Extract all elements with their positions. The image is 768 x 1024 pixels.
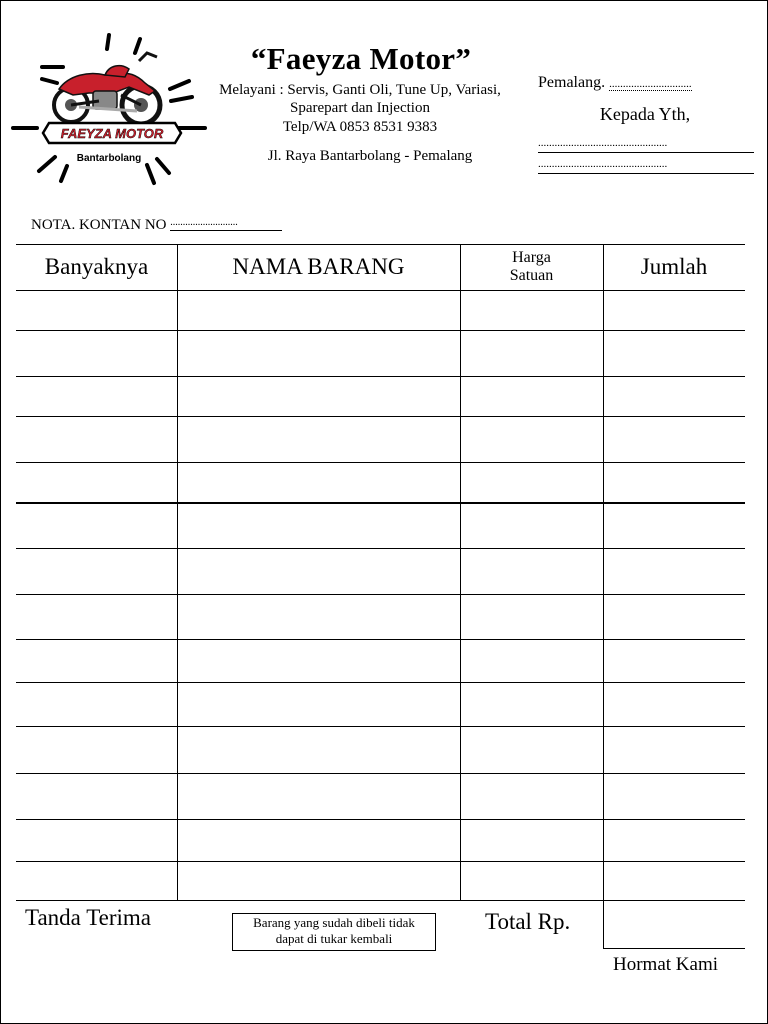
faeyza-motor-logo [9,31,209,191]
no-return-notice [232,913,436,951]
row-line [16,548,745,549]
recipient-line-2[interactable]: ............................................... [538,158,754,174]
column-divider [603,244,604,901]
row-line [16,376,745,377]
row-line [16,639,745,640]
column-divider [177,244,178,901]
date-field[interactable]: .............................. [609,78,692,90]
logo-location-text: Bantarbolang [76,153,142,164]
row-line [16,416,745,417]
row-line [16,594,745,595]
total-label: Total Rp. [485,909,571,934]
row-line [16,502,745,504]
items-table [16,244,745,901]
row-line [16,726,745,727]
recipient-label: Kepada Yth, [599,104,691,124]
nota-number-line [31,217,282,234]
services-line-1: Melayani : Servis, Ganti Oli, Tune Up, Variasi, [219,82,501,98]
recipient-line-1[interactable]: ............................................... [538,137,754,153]
table-top-border [16,244,745,245]
row-line [16,861,745,862]
total-amount-field[interactable] [603,901,745,949]
phone-number: Telp/WA 0853 8531 9383 [282,119,438,135]
row-line [16,773,745,774]
col-header-price-line-2: Satuan [509,267,554,284]
shop-name: “Faeyza Motor” [250,41,472,76]
row-line [16,462,745,463]
col-header-unit-price [460,244,603,290]
shop-address: Jl. Raya Bantarbolang - Pemalang [267,148,473,164]
services-line-2: Sparepart dan Injection [290,100,430,116]
col-header-price-line-1: Harga [512,249,551,266]
row-line [16,682,745,683]
notice-line-1: Barang yang sudah dibeli tidak [253,915,415,930]
received-by-label: Tanda Terima [25,905,151,930]
city-label: Pemalang. [538,74,606,91]
date-city-line [538,74,692,92]
services-text [201,81,519,117]
column-divider [460,244,461,901]
logo-brand-text: FAEYZA MOTOR [60,126,164,141]
brand-banner [43,123,181,143]
row-line [16,819,745,820]
row-line [16,290,745,291]
row-line [16,330,745,331]
col-header-qty: Banyaknya [44,254,149,279]
motorcycle-icon [54,53,160,124]
nota-number-field[interactable]: ........................... [170,217,282,231]
col-header-item-name: NAMA BARANG [232,254,405,279]
regards-signature-label: Hormat Kami [613,954,719,975]
col-header-amount: Jumlah [640,254,708,279]
nota-label: NOTA. KONTAN NO [31,217,167,233]
notice-line-2: dapat di tukar kembali [275,931,393,946]
